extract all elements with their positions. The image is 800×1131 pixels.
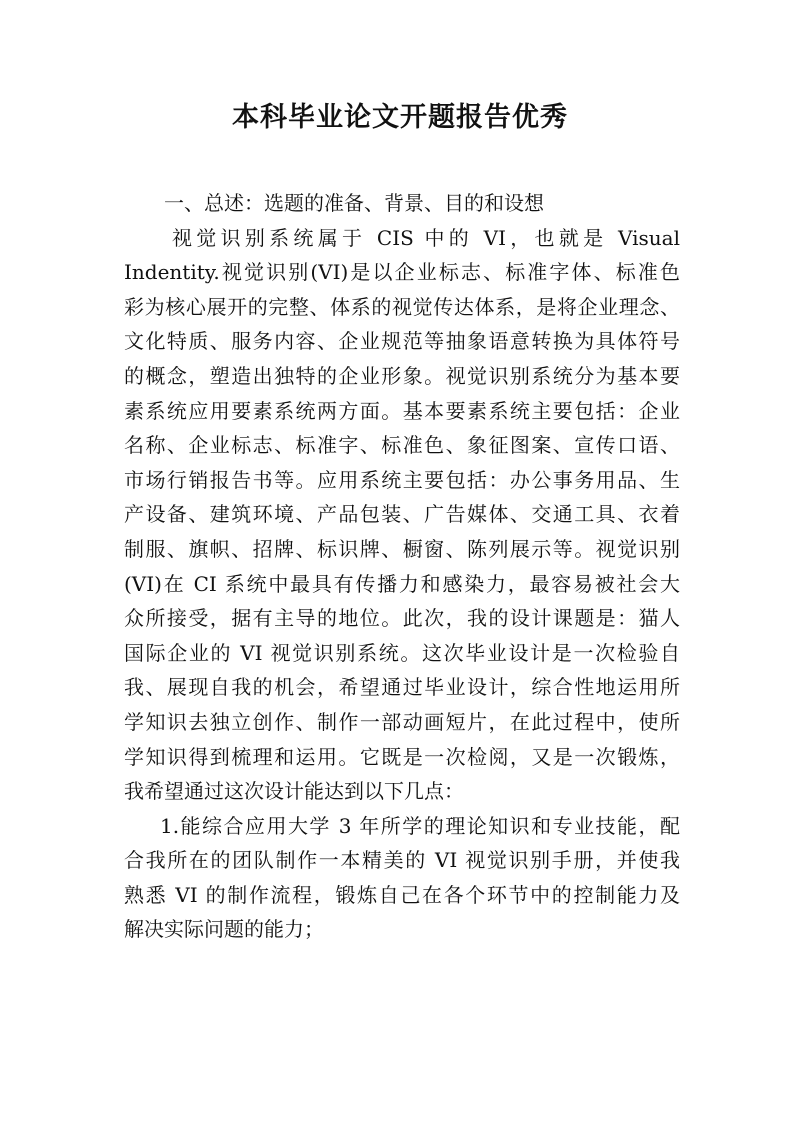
- paragraph-1: [124, 221, 680, 809]
- paragraph-line: 制服、旗帜、招牌、标识牌、橱窗、陈列展示等。视觉识别: [124, 536, 680, 561]
- paragraph-line: 视觉识别系统属于 CIS 中的 VI，也就是 Visual: [172, 225, 680, 250]
- list-item-line: 合我所在的团队制作一本精美的 VI 视觉识别手册，并使我: [124, 848, 680, 873]
- paragraph-line: 彩为核心展开的完整、体系的视觉传达体系，是将企业理念、: [124, 294, 680, 319]
- paragraph-line: 名称、企业标志、标准字、标准色、象征图案、宣传口语、: [124, 433, 680, 458]
- paragraph-line: 的概念，塑造出独特的企业形象。视觉识别系统分为基本要: [124, 363, 680, 388]
- paragraph-line: 众所接受，据有主导的地位。此次，我的设计课题是：猫人: [124, 606, 680, 631]
- paragraph-line: 文化特质、服务内容、企业规范等抽象语意转换为具体符号: [124, 329, 680, 354]
- document-title: 本科毕业论文开题报告优秀: [232, 102, 568, 133]
- paragraph-line: 我希望通过这次设计能达到以下几点：: [124, 779, 464, 804]
- list-item-line: 1.能综合应用大学 3 年所学的理论知识和专业技能，配: [160, 813, 680, 838]
- paragraph-line: 国际企业的 VI 视觉识别系统。这次毕业设计是一次检验自: [124, 640, 680, 665]
- paragraph-line: 我、展现自我的机会，希望通过毕业设计，综合性地运用所: [124, 675, 680, 700]
- paragraph-line: 市场行销报告书等。应用系统主要包括：办公事务用品、生: [124, 467, 680, 492]
- paragraph-line: (VI)在 CI 系统中最具有传播力和感染力，最容易被社会大: [124, 571, 680, 596]
- list-item-1: [124, 809, 680, 947]
- paragraph-line: 素系统应用要素系统两方面。基本要素系统主要包括：企业: [124, 398, 680, 423]
- paragraph-line: Indentity.视觉识别(VI)是以企业标志、标准字体、标准色: [124, 260, 680, 285]
- paragraph-line: 产设备、建筑环境、产品包装、广告媒体、交通工具、衣着: [124, 502, 680, 527]
- document-body: [124, 186, 680, 947]
- paragraph-line: 学知识去独立创作、制作一部动画短片，在此过程中，使所: [124, 709, 680, 734]
- paragraph-line: 学知识得到梳理和运用。它既是一次检阅，又是一次锻炼，: [124, 744, 680, 769]
- list-item-line: 熟悉 VI 的制作流程，锻炼自己在各个环节中的控制能力及: [124, 882, 680, 907]
- list-item-line: 解决实际问题的能力；: [124, 917, 324, 942]
- section-heading: 一、总述：选题的准备、背景、目的和设想: [164, 191, 544, 215]
